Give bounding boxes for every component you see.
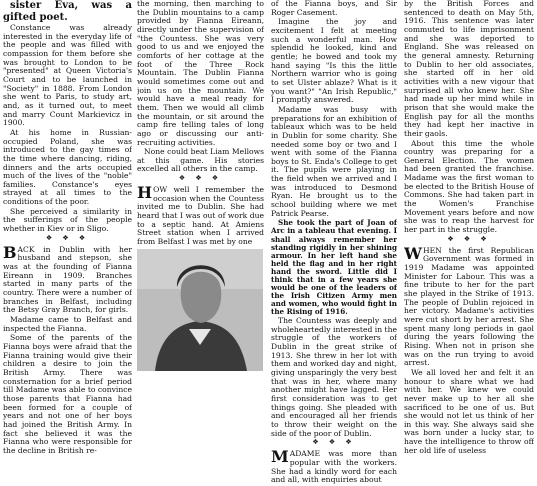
paragraph: Imagine the joy and excitement I felt at meeting such a wonderful man. How splendid he looked, kind and gentle; he bowed and took my hand saying "Is this the little Northern warrior who is going to set Ulster ablaze? What is it you want?" "An Irish Republic," I promptly answered.	[271, 17, 397, 105]
paragraph: of the Fianna boys, and Sir Roger Casement.	[271, 0, 397, 17]
paragraph: by the British Forces and sentenced to death on May 5th, 1916. This sentence was later commuted to life imprisonment and she was deported to England. She was released on the general amnesty. Returning to Dublin to her old associates, she started off in her old activities with a new vigour that surprised all who knew her. She had made up her mind while in prison that she would make the English pay for all the months they had kept her inactive in their gaols.	[404, 0, 534, 138]
paragraph: Some of the parents of the Fianna boys were afraid that the Fianna training would give their children a desire to join the British Army. There was consternation for a brief period till Madame was able to convince those parents that Fianna had been formed for a couple of years and not one of her boys had joined the British Army. In fact she believed it was the Fianna who were responsible for the decline in British re-	[3, 333, 132, 455]
paragraph: WHEN the first Republican Government was formed in 1919 Madame was appointed Minister for Labour. This was a fine tribute to her for the part she played in the Strike of 1913. The people of Dublin rejoiced in her victory. Madame's activities were cut short by her arrest. She spent many long periods in gaol during the years following the Rising. When not in prison she was on the run trying to avoid arrest.	[404, 243, 534, 368]
section-ornament: ❖ ❖ ❖	[312, 438, 356, 447]
paragraph: the morning, then marching to the Dublin mountains to a camp provided by Fianna Eireann, directly under the supervision of "the Countess. She was very good to us and we enjoyed the comforts of her cottage at the foot of the Three Rock Mountain. The Dublin Fianna would sometimes come out and join us on the mountain. We would have a meal ready for them. Then we would all climb the mountain, or sit around the camp fire telling tales of long ago or discussing our anti-recruiting activities.	[137, 0, 264, 147]
paragraph: At his home in Russian-occupied Poland, she was introduced to the gay times of the time where dancing, riding, dinners and the arts occupied much of the lives of the "noble" families. Constance's eyes strayed at all times to the conditions of the poor.	[3, 127, 132, 207]
paragraph: About this time the whole country was preparing for a General Election. The women had been granted the franchise. Madame was the first woman to be elected to the British House of Commons. She had taken part in the Women's Franchise Movement years before and now she was to reap the harvest for her part in the struggle.	[404, 138, 534, 235]
paragraph: We all loved her and felt it an honour to share what we had with her. We knew we could never make up to her all she sacrificed to be one of us. But she would not let us think of her in this way. She always said she was born under a lucky star, to have the intelligence to throw off her old life of useless	[404, 367, 534, 455]
column-3	[271, 0, 397, 486]
column-2	[137, 0, 264, 371]
column-1	[3, 0, 132, 456]
paragraph: None could beat Liam Mellows at this game. His stories excelled all others in the camp.	[137, 147, 264, 174]
section-headline: sister Eva, was a gifted poet.	[3, 0, 132, 23]
portrait-photo	[137, 249, 263, 371]
section-ornament: ❖ ❖ ❖	[45, 233, 90, 242]
section-ornament: ❖ ❖ ❖	[178, 174, 223, 183]
photo-caption: She took the part of Joan of Arc in a tableau that evening. I shall always remember her standing rigidly in her shining armour. In her left hand she held the flag and in her right hand the sword. Little did I think that in a few years she would be one of the leaders of the Irish Citizen Army men and women, who would fight in the Rising of 1916.	[271, 218, 397, 317]
portrait-image	[137, 249, 263, 371]
paragraph: The Countess was deeply and wholeheartedly interested in the struggle of the workers of Dublin in the great strike of 1913. She threw in her lot with them and worked day and night, giving unsparingly the very best that was in her, where many another might have lagged. Her first consideration was to get things going. She pleaded with and encouraged all her friends to throw their weight on the side of the poor of Dublin.	[271, 316, 397, 438]
paragraph: BACK in Dublin with her husband and stepson, she was at the founding of Fianna Eireann in 1909. Branches started in many parts of the country. There were a number of branches in Belfast, including the Betsy Gray Branch, for girls.	[3, 242, 132, 315]
paragraph: Madame came to Belfast and inspected the Fianna.	[3, 314, 132, 333]
paragraph: She perceived a similarity in the sufferings of the people whether in Kiev or in Sligo.	[3, 206, 132, 234]
paragraph: MADAME was more than popular with the workers. She had a kindly word for each and all, with enquiries about	[271, 447, 397, 485]
paragraph: Madame was busy with preparations for an exhibition of tableaux which was to be held in Dublin for some charity. She needed some boy or two and I went with some of the Fianna boys to St. Enda's College to get it. The pupils were playing in the field when we arrived and I was introduced to Desmond Ryan. He brought us to the school building where we met Patrick Pearse.	[271, 104, 397, 218]
column-4	[404, 0, 534, 456]
section-ornament: ❖ ❖ ❖	[447, 234, 491, 243]
paragraph: HOW well I remember the occasion when the Countess invited me to Dublin. She had heard that I was out of work due to a septic hand. At Amiens Street station when I arrived from Belfast I was met by one	[137, 183, 264, 247]
paragraph: Constance was already interested in the everyday life of the people and was filled with compassion for them before she was brought to London to be "presented" at Queen Victoria's Court and to be launched in "Society" in 1888. From London she went to Paris, to study art, and, as it turned out, to meet and marry Count Markievicz in 1900.	[3, 23, 132, 128]
